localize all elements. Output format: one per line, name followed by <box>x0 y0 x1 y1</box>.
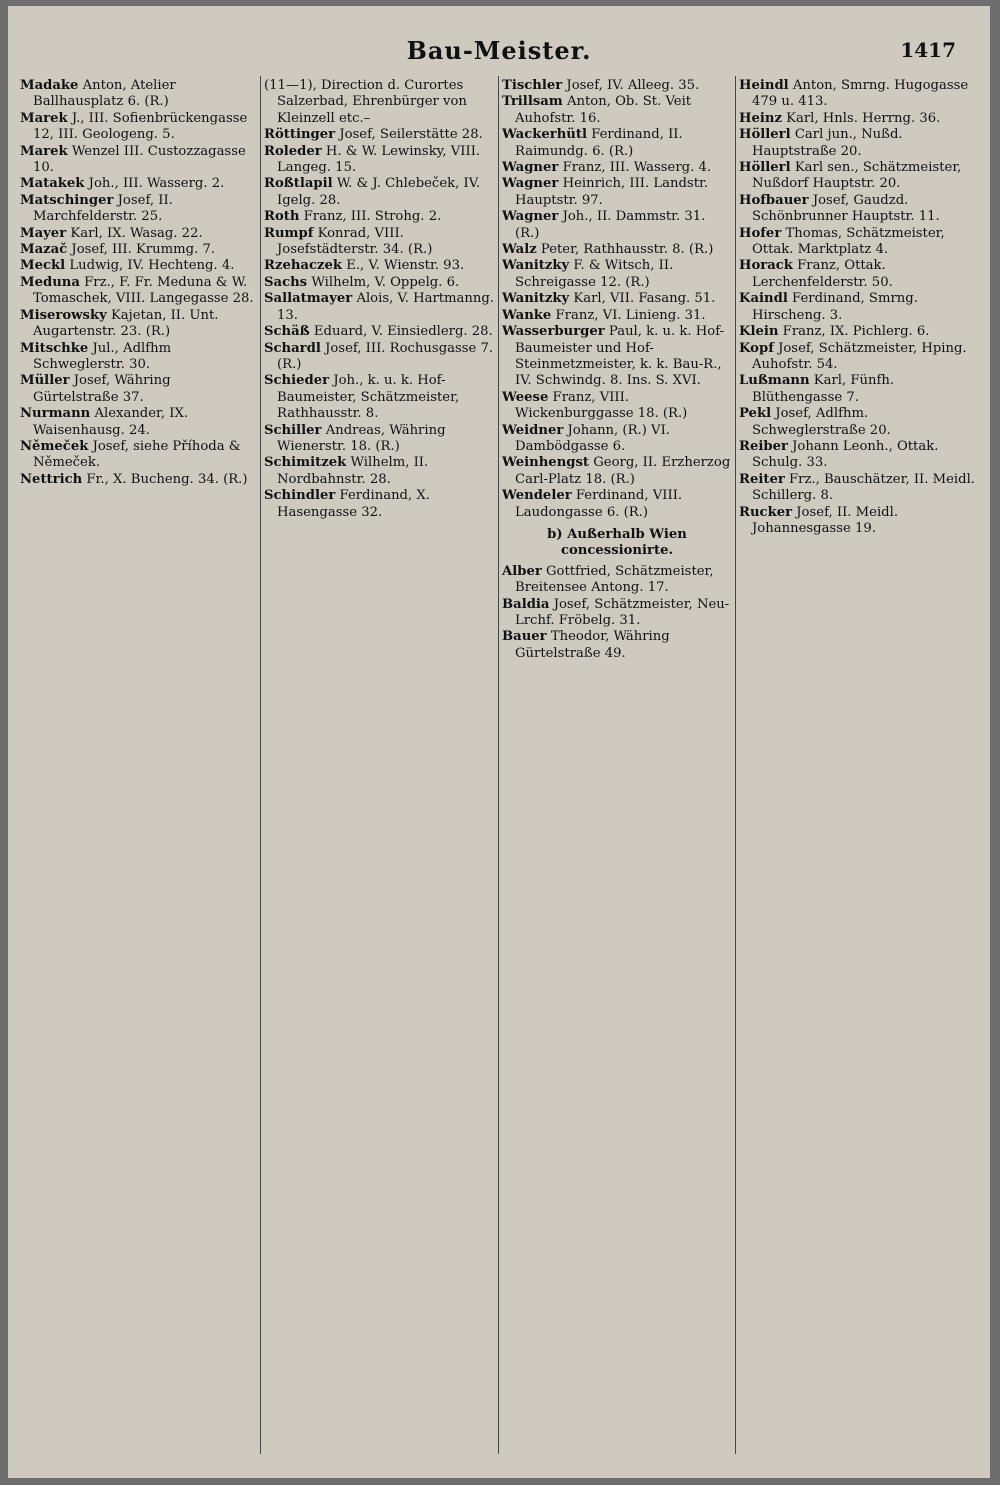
entry-name: Roth <box>264 209 300 225</box>
list-item <box>739 341 979 374</box>
entry-details: Karl sen., Schätzmeister, Nußdorf Hauptstr. 20. <box>752 160 962 192</box>
entry-name: Wanitzky <box>502 291 570 307</box>
list-item <box>502 629 732 662</box>
entry-name: Wasserburger <box>502 324 605 340</box>
list-item <box>502 209 732 242</box>
entry-name: Schäß <box>264 324 310 340</box>
list-item <box>264 176 496 209</box>
entry-details: Thomas, Schätzmeister, Ottak. Marktplatz 4. <box>752 225 945 258</box>
entry-name: Weese <box>502 389 549 405</box>
list-item <box>502 94 732 127</box>
list-item <box>502 324 732 390</box>
entry-details: Kajetan, II. Unt. Augartenstr. 23. (R.) <box>33 307 219 340</box>
entry-details: Karl, Fünfh. Blüthengasse 7. <box>752 373 895 405</box>
entry-name: Wagner <box>502 209 559 225</box>
list-item <box>739 160 979 193</box>
column-4 <box>739 78 979 537</box>
entry-details: Alexander, IX. Waisenhausg. 24. <box>33 406 189 438</box>
entry-name: Meckl <box>20 258 66 274</box>
list-item <box>20 472 258 488</box>
list-item <box>739 406 979 439</box>
list-item <box>264 258 496 274</box>
entry-details: Josef, Seilerstätte 28. <box>339 127 483 143</box>
list-item <box>739 291 979 324</box>
entry-details: Johann Leonh., Ottak. Schulg. 33. <box>752 438 939 471</box>
list-item <box>502 455 732 488</box>
entry-details: Josef, Währing Gürtelstraße 37. <box>33 373 171 405</box>
list-item <box>20 176 258 192</box>
entry-details: Gottfried, Schätzmeister, Breitensee Antong. 17. <box>515 563 714 596</box>
list-item <box>20 242 258 258</box>
entry-name: Hofer <box>739 225 782 241</box>
entry-details: Wilhelm, II. Nordbahnstr. 28. <box>277 455 429 487</box>
entry-details: Frz., Bauschätzer, II. Meidl. Schillerg. 8. <box>752 471 976 504</box>
entry-name: Nettrich <box>20 471 83 487</box>
entry-name: Weidner <box>502 422 564 438</box>
column-divider <box>735 76 736 1454</box>
entry-name: Marek <box>20 110 68 126</box>
entry-details: Fr., X. Bucheng. 34. (R.) <box>86 471 248 487</box>
list-item <box>502 488 732 521</box>
entry-name: Wagner <box>502 160 559 176</box>
list-item <box>20 258 258 274</box>
list-item <box>502 127 732 160</box>
list-item <box>20 226 258 242</box>
list-item <box>264 455 496 488</box>
entry-details: Theodor, Währing Gürtelstraße 49. <box>515 629 670 661</box>
entry-details: Frz., F. Fr. Meduna & W. Tomaschek, VIII. Langegasse 28. <box>33 274 254 307</box>
list-item <box>739 111 979 127</box>
page-header <box>8 36 990 70</box>
entry-details: H. & W. Lewinsky, VIII. Langeg. 15. <box>277 143 481 176</box>
entry-name: Wagner <box>502 176 559 192</box>
list-item <box>739 505 979 538</box>
list-item <box>739 258 979 291</box>
entry-name: Nurmann <box>20 406 91 422</box>
list-item <box>502 597 732 630</box>
entry-name: Heindl <box>739 78 789 93</box>
entry-details: Joh., k. u. k. Hof-Baumeister, Schätzmeister, Rathhausstr. 8. <box>277 373 460 422</box>
entry-details: J., III. Sofienbrückengasse 12, III. Geologeng. 5. <box>33 110 248 143</box>
list-item <box>20 275 258 308</box>
entry-details: Franz, III. Strohg. 2. <box>303 209 442 225</box>
entry-name: Mazač <box>20 242 68 258</box>
entry-details: (11—1), Direction d. Curortes Salzerbad, Ehrenbürger von Kleinzell etc.– <box>264 78 467 126</box>
entry-details: Konrad, VIII. Josefstädterstr. 34. (R.) <box>277 225 433 258</box>
entry-name: Roleder <box>264 143 322 159</box>
list-item <box>20 193 258 226</box>
list-item <box>20 341 258 374</box>
entry-name: Alber <box>502 563 542 579</box>
entry-name: Weinhengst <box>502 455 590 471</box>
entry-details: Ludwig, IV. Hechteng. 4. <box>69 258 235 274</box>
entry-name: Kaindl <box>739 291 788 307</box>
list-item <box>739 373 979 406</box>
entry-name: Hofbauer <box>739 192 809 208</box>
entry-details: Andreas, Währing Wienerstr. 18. (R.) <box>277 422 446 454</box>
entry-details: Josef, II. Marchfelderstr. 25. <box>33 192 173 225</box>
entry-details: Franz, VI. Linieng. 31. <box>555 307 706 323</box>
list-item <box>264 209 496 225</box>
list-item <box>264 78 496 127</box>
entry-name: Reiber <box>739 438 788 454</box>
entry-name: Sallatmayer <box>264 291 353 307</box>
entry-details: Karl, VII. Fasang. 51. <box>573 291 716 307</box>
entry-details: Anton, Smrng. Hugogasse 479 u. 413. <box>752 78 969 110</box>
entry-details: Josef, II. Meidl. Johannesgasse 19. <box>752 504 899 536</box>
list-item <box>502 258 732 291</box>
entry-name: Madake <box>20 78 79 93</box>
entry-name: Sachs <box>264 274 308 290</box>
entry-details: Franz, III. Wasserg. 4. <box>562 160 712 176</box>
entry-name: Schindler <box>264 488 336 504</box>
entry-details: Ferdinand, Smrng. Hirscheng. 3. <box>752 291 918 323</box>
list-item <box>264 144 496 177</box>
entry-name: Rzehaczek <box>264 258 343 274</box>
entry-details: Karl, IX. Wasag. 22. <box>70 225 203 241</box>
entry-name: Lußmann <box>739 373 810 389</box>
entry-name: Meduna <box>20 274 80 290</box>
entry-name: Pekl <box>739 406 772 422</box>
list-item <box>502 160 732 176</box>
entry-details: Josef, Schätzmeister, Neu-Lrchf. Fröbelg. 31. <box>515 596 730 628</box>
entry-details: Anton, Ob. St. Veit Auhofstr. 16. <box>515 94 692 126</box>
entry-name: Höllerl <box>739 127 791 143</box>
column-2 <box>264 78 496 521</box>
entry-name: Horack <box>739 258 793 274</box>
list-item <box>502 390 732 423</box>
list-item <box>502 78 732 94</box>
section-heading: b) Außerhalb Wien concessionirte. <box>547 526 687 559</box>
entry-details: Peter, Rathhausstr. 8. (R.) <box>540 242 714 258</box>
list-item <box>264 373 496 422</box>
entry-details: Heinrich, III. Landstr. Hauptstr. 97. <box>515 176 709 208</box>
entry-name: Walz <box>502 242 537 258</box>
entry-name: Tischler <box>502 78 563 93</box>
list-item <box>264 275 496 291</box>
entry-name: Matschinger <box>20 192 114 208</box>
entry-details: W. & J. Chlebeček, IV. Igelg. 28. <box>277 176 481 208</box>
list-item <box>20 144 258 177</box>
list-item <box>20 111 258 144</box>
entry-name: Wackerhütl <box>502 127 587 143</box>
entry-details: Ferdinand, X. Hasengasse 32. <box>277 488 430 520</box>
list-item <box>264 127 496 143</box>
entry-details: Franz, VIII. Wickenburggasse 18. (R.) <box>515 389 688 422</box>
list-item <box>739 193 979 226</box>
entry-details: Josef, Gaudzd. Schönbrunner Hauptstr. 11. <box>752 192 940 225</box>
column-1 <box>20 78 258 488</box>
page-number: 1417 <box>900 38 956 62</box>
entry-details: Josef, Schätzmeister, Hping. Auhofstr. 54. <box>752 340 967 372</box>
entry-name: Trillsam <box>502 94 563 110</box>
entry-name: Röttinger <box>264 127 336 143</box>
list-item <box>20 78 258 111</box>
list-item <box>502 564 732 597</box>
column-divider <box>498 76 499 1454</box>
entry-name: Baldia <box>502 596 550 612</box>
entry-details: Ferdinand, II. Raimundg. 6. (R.) <box>515 127 683 159</box>
list-item <box>502 242 732 258</box>
entry-name: Mayer <box>20 225 67 241</box>
entry-details: Franz, IX. Pichlerg. 6. <box>782 324 930 340</box>
entry-name: Schimitzek <box>264 455 347 471</box>
list-item <box>264 291 496 324</box>
entry-details: Ferdinand, VIII. Laudongasse 6. (R.) <box>515 488 683 520</box>
entry-details: Jul., Adlfhm Schweglerstr. 30. <box>33 340 172 372</box>
list-item <box>739 127 979 160</box>
list-item <box>502 308 732 324</box>
entry-details: Josef, Adlfhm. Schweglerstraße 20. <box>752 406 891 438</box>
entry-details: Alois, V. Hartmanng. 13. <box>277 291 495 323</box>
page-title: Bau-Meister. <box>406 36 592 65</box>
list-item <box>739 439 979 472</box>
entry-name: Marek <box>20 143 68 159</box>
list-item <box>20 406 258 439</box>
list-item <box>20 373 258 406</box>
column-divider <box>260 76 261 1454</box>
entry-details: Franz, Ottak. Lerchenfelderstr. 50. <box>752 258 893 290</box>
list-item <box>264 488 496 521</box>
entry-details: Georg, II. Erzherzog Carl-Platz 18. (R.) <box>515 455 731 487</box>
list-item <box>739 226 979 259</box>
entry-name: Reiter <box>739 471 785 487</box>
entry-name: Schieder <box>264 373 330 389</box>
entry-name: Klein <box>739 324 779 340</box>
entry-details: Joh., III. Wasserg. 2. <box>88 176 225 192</box>
entry-name: Müller <box>20 373 70 389</box>
entry-name: Kopf <box>739 340 774 356</box>
entry-name: Rucker <box>739 504 793 520</box>
list-item <box>20 439 258 472</box>
list-item <box>264 226 496 259</box>
entry-details: Eduard, V. Einsiedlerg. 28. <box>313 324 493 340</box>
entry-name: Heinz <box>739 110 782 126</box>
entry-details: Carl jun., Nußd. Hauptstraße 20. <box>752 127 903 159</box>
entry-details: Joh., II. Dammstr. 31. (R.) <box>515 209 706 241</box>
entry-name: Schardl <box>264 340 321 356</box>
entry-details: E., V. Wienstr. 93. <box>346 258 465 274</box>
list-item <box>739 78 979 111</box>
entry-details: Paul, k. u. k. Hof-Baumeister und Hof-Steinmetzmeister, k. k. Bau-R., IV. Schwindg. 8. Ins. S. XVI. <box>515 324 725 389</box>
list-item <box>739 324 979 340</box>
entry-name: Matakek <box>20 176 85 192</box>
list-item <box>739 472 979 505</box>
list-item <box>264 423 496 456</box>
entry-details: Josef, III. Rochusgasse 7. (R.) <box>277 340 494 372</box>
list-item <box>502 423 732 456</box>
list-item <box>502 291 732 307</box>
entry-details: F. & Witsch, II. Schreigasse 12. (R.) <box>515 258 674 290</box>
entry-details: Anton, Atelier Ballhausplatz 6. (R.) <box>33 78 176 110</box>
entry-name: Němeček <box>20 438 89 454</box>
entry-details: Josef, siehe Příhoda & Němeček. <box>33 438 241 471</box>
entry-name: Wendeler <box>502 488 572 504</box>
entry-details: Josef, IV. Alleeg. 35. <box>566 78 700 93</box>
list-item <box>20 308 258 341</box>
entry-name: Höllerl <box>739 160 791 176</box>
entry-name: Miserowsky <box>20 307 107 323</box>
entry-details: Johann, (R.) VI. Dambödgasse 6. <box>515 422 670 454</box>
entry-name: Wanke <box>502 307 552 323</box>
column-3 <box>502 78 732 662</box>
entry-name: Schiller <box>264 422 322 438</box>
entry-name: Mitschke <box>20 340 89 356</box>
directory-page <box>8 6 990 1478</box>
entry-details: Wenzel III. Custozzagasse 10. <box>33 143 246 176</box>
entry-name: Roßtlapil <box>264 176 333 192</box>
list-item <box>264 341 496 374</box>
entry-details: Josef, III. Krummg. 7. <box>71 242 216 258</box>
entry-name: Rumpf <box>264 225 314 241</box>
list-item <box>502 176 732 209</box>
entry-name: Wanitzky <box>502 258 570 274</box>
list-item <box>264 324 496 340</box>
entry-details: Karl, Hnls. Herrng. 36. <box>786 110 941 126</box>
entry-details: Wilhelm, V. Oppelg. 6. <box>311 274 460 290</box>
entry-name: Bauer <box>502 629 547 645</box>
